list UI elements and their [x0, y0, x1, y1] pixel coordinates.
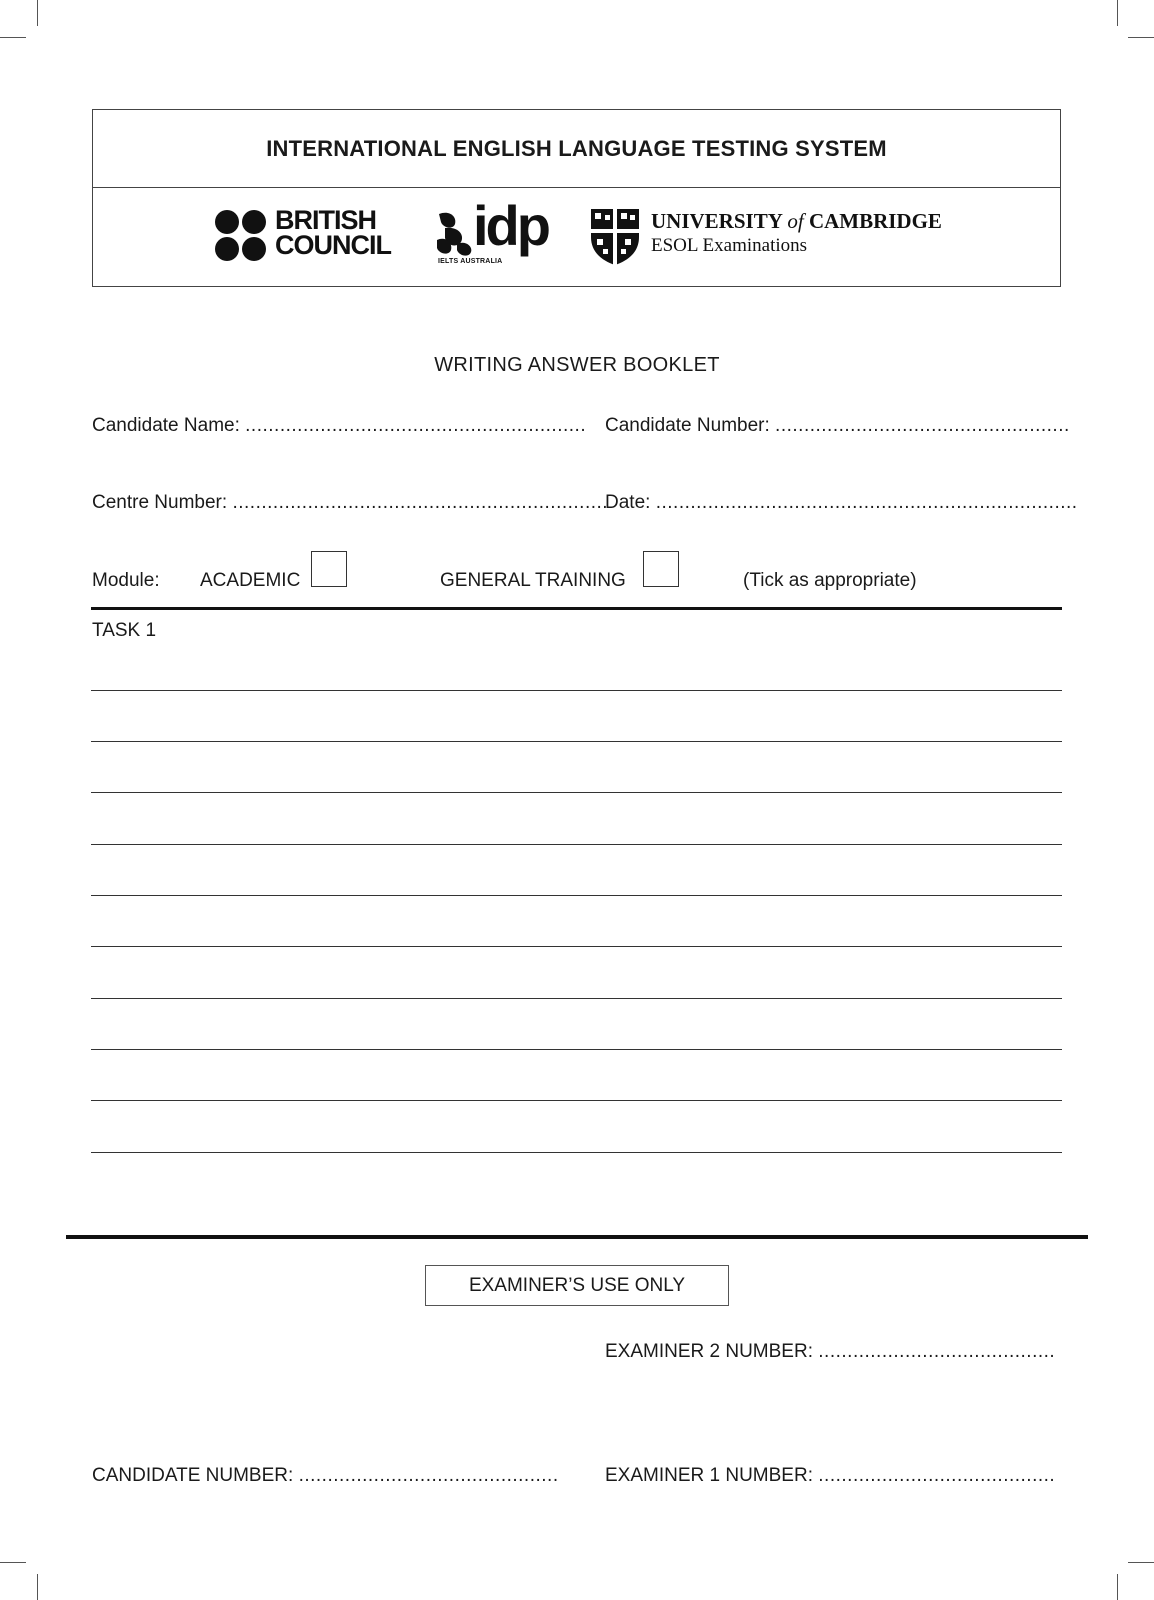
- crop-mark: [0, 1562, 26, 1563]
- candidate-name-dots: ...........................................................: [245, 415, 587, 436]
- crop-mark: [1117, 1574, 1118, 1600]
- general-training-label: GENERAL TRAINING: [440, 570, 626, 591]
- candidate-number-bottom-dots: .............................................: [298, 1465, 559, 1486]
- writing-line: [91, 844, 1062, 845]
- crop-mark: [1117, 0, 1118, 26]
- general-training-checkbox[interactable]: [643, 551, 679, 587]
- examiner2-number-field[interactable]: [605, 1341, 1055, 1363]
- examiner1-number-field[interactable]: [605, 1465, 1055, 1487]
- candidate-name-field[interactable]: [92, 415, 586, 437]
- header-title: INTERNATIONAL ENGLISH LANGUAGE TESTING SYSTEM: [93, 110, 1060, 188]
- candidate-number-dots: ...................................................: [775, 415, 1070, 436]
- academic-checkbox[interactable]: [311, 551, 347, 587]
- date-dots: .........................................................................: [655, 492, 1078, 513]
- module-label: Module:: [92, 570, 160, 591]
- cambridge-line2: ESOL Examinations: [651, 235, 808, 256]
- academic-label: ACADEMIC: [200, 570, 301, 591]
- cambridge-name: CAMBRIDGE: [808, 209, 942, 233]
- centre-number-dots: .................................................................: [232, 492, 609, 513]
- examiner-divider: [66, 1235, 1088, 1239]
- idp-subtitle: IELTS AUSTRALIA: [438, 258, 503, 265]
- centre-number-label: Centre Number:: [92, 492, 228, 513]
- candidate-number-bottom-field[interactable]: [92, 1465, 559, 1487]
- writing-line: [91, 1100, 1062, 1101]
- examiners-use-only-box: EXAMINER’S USE ONLY: [425, 1265, 729, 1306]
- writing-line: [91, 741, 1062, 742]
- british-council-line2: COUNCIL: [275, 230, 391, 260]
- crop-mark: [0, 37, 26, 38]
- writing-line: [91, 792, 1062, 793]
- cambridge-of: of: [787, 209, 804, 233]
- cambridge-wordmark: [651, 208, 942, 258]
- task-label: TASK 1: [92, 620, 157, 641]
- writing-line: [91, 998, 1062, 999]
- cambridge-line1: [651, 208, 942, 234]
- crop-mark: [37, 0, 38, 26]
- examiner1-number-dots: .........................................: [818, 1465, 1056, 1486]
- cambridge-shield-icon: [589, 207, 641, 267]
- crop-mark: [37, 1574, 38, 1600]
- examiner2-number-label: EXAMINER 2 NUMBER:: [605, 1341, 813, 1362]
- examiner1-number-label: EXAMINER 1 NUMBER:: [605, 1465, 813, 1486]
- centre-number-field[interactable]: [92, 492, 608, 514]
- section-divider: [91, 607, 1062, 610]
- date-label: Date:: [605, 492, 651, 513]
- examiner2-number-dots: .........................................: [818, 1341, 1056, 1362]
- candidate-number-bottom-label: CANDIDATE NUMBER:: [92, 1465, 294, 1486]
- writing-line: [91, 1152, 1062, 1153]
- cambridge-university: UNIVERSITY: [651, 209, 783, 233]
- british-council-logo-icon: [215, 210, 267, 262]
- tick-note: (Tick as appropriate): [743, 570, 917, 591]
- logos-row: [93, 188, 1060, 286]
- writing-line: [91, 690, 1062, 691]
- candidate-number-label: Candidate Number:: [605, 415, 770, 436]
- writing-line: [91, 895, 1062, 896]
- candidate-name-label: Candidate Name:: [92, 415, 240, 436]
- crop-mark: [1128, 37, 1154, 38]
- date-field[interactable]: [605, 492, 1078, 514]
- booklet-title: WRITING ANSWER BOOKLET: [434, 354, 720, 376]
- writing-line: [91, 1049, 1062, 1050]
- idp-logo-icon: [435, 210, 475, 258]
- british-council-line1: BRITISH: [275, 205, 376, 235]
- writing-line: [91, 946, 1062, 947]
- header-box: [92, 109, 1061, 287]
- british-council-wordmark: [275, 205, 391, 260]
- idp-wordmark: idp: [473, 194, 548, 257]
- crop-mark: [1128, 1562, 1154, 1563]
- candidate-number-field[interactable]: [605, 415, 1070, 437]
